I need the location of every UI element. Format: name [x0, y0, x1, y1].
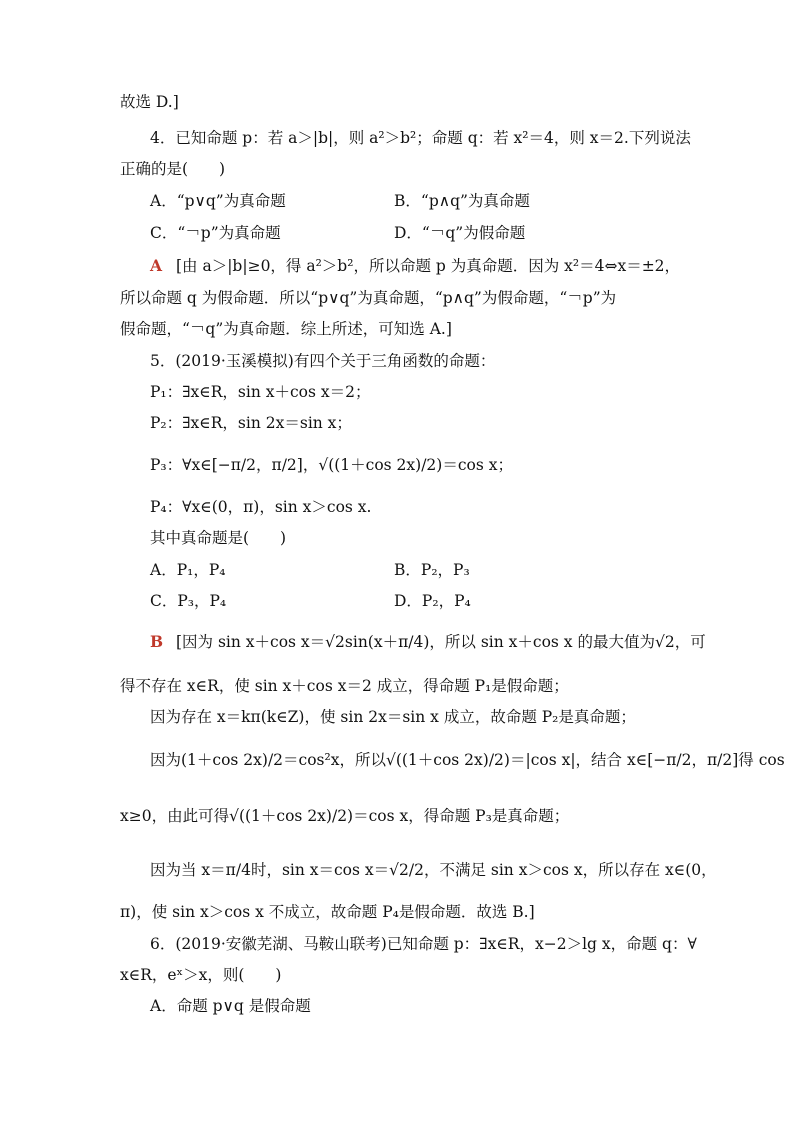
- option-c: C．P₃，P₄: [150, 592, 227, 610]
- explanation-line: 因为存在 x＝kπ(k∈Z)，使 sin 2x＝sin x 成立，故命题 P₂是真命题；: [150, 708, 636, 726]
- proposition-p3: P₃：∀x∈[−π/2，π/2]，√((1＋cos 2x)/2)＝cos x；: [150, 456, 513, 474]
- option-a: A．“p∨q”为真命题: [150, 192, 286, 210]
- explanation-line: x≥0，由此可得√((1＋cos 2x)/2)＝cos x，得命题 P₃是真命题；: [120, 807, 570, 825]
- explanation-line: 得不存在 x∈R，使 sin x＋cos x＝2 成立，得命题 P₁是假命题；: [120, 677, 569, 695]
- explanation-line: 所以命题 q 为假命题．所以“p∨q”为真命题，“p∧q”为假命题，“￢p”为: [120, 289, 617, 307]
- option-c: C．“￢p”为真命题: [150, 224, 281, 242]
- answer-letter: B: [150, 632, 164, 651]
- text-line: 故选 D.]: [120, 93, 179, 111]
- question-5-stem: 5．(2019·玉溪模拟)有四个关于三角函数的命题：: [150, 352, 496, 370]
- explanation-line: 因为(1＋cos 2x)/2＝cos²x，所以√((1＋cos 2x)/2)＝|cos x|，结合 x∈[−π/2，π/2]得 cos: [150, 751, 785, 769]
- question-4-stem: 4．已知命题 p：若 a＞|b|，则 a²＞b²；命题 q：若 x²＝4，则 x＝2.下列说法: [150, 129, 691, 147]
- question-6-stem: 6．(2019·安徽芜湖、马鞍山联考)已知命题 p：∃x∈R，x−2＞lg x，命题 q：∀: [150, 935, 697, 953]
- option-d: D．P₂，P₄: [394, 592, 471, 610]
- explanation-line: [因为 sin x＋cos x＝√2sin(x＋π/4)，所以 sin x＋cos x 的最大值为√2，可: [176, 633, 706, 651]
- proposition-p4: P₄：∀x∈(0，π)，sin x＞cos x.: [150, 498, 372, 516]
- explanation-line: 因为当 x＝π/4时，sin x＝cos x＝√2/2，不满足 sin x＞cos x，所以存在 x∈(0，: [150, 861, 717, 879]
- proposition-p2: P₂：∃x∈R，sin 2x＝sin x；: [150, 414, 352, 432]
- option-a: A．P₁，P₄: [150, 561, 226, 579]
- explanation-line: π)，使 sin x＞cos x 不成立，故命题 P₄是假命题．故选 B.]: [120, 903, 535, 921]
- answer-letter: A: [150, 256, 163, 275]
- option-d: D．“￢q”为假命题: [394, 224, 526, 242]
- question-4-stem-cont: 正确的是( ): [120, 160, 226, 178]
- option-a: A．命题 p∨q 是假命题: [150, 997, 311, 1015]
- explanation-line: 假命题，“￢q”为真命题．综上所述，可知选 A.]: [120, 320, 452, 338]
- question-5-prompt: 其中真命题是( ): [150, 529, 287, 547]
- option-b: B．“p∧q”为真命题: [394, 192, 530, 210]
- question-6-stem-cont: x∈R，eˣ＞x，则( ): [120, 966, 282, 984]
- option-b: B．P₂，P₃: [394, 561, 470, 579]
- proposition-p1: P₁：∃x∈R，sin x＋cos x＝2；: [150, 383, 371, 401]
- explanation-line: [由 a＞|b|≥0，得 a²＞b²，所以命题 p 为真命题．因为 x²＝4⇔x＝±2，: [176, 257, 681, 275]
